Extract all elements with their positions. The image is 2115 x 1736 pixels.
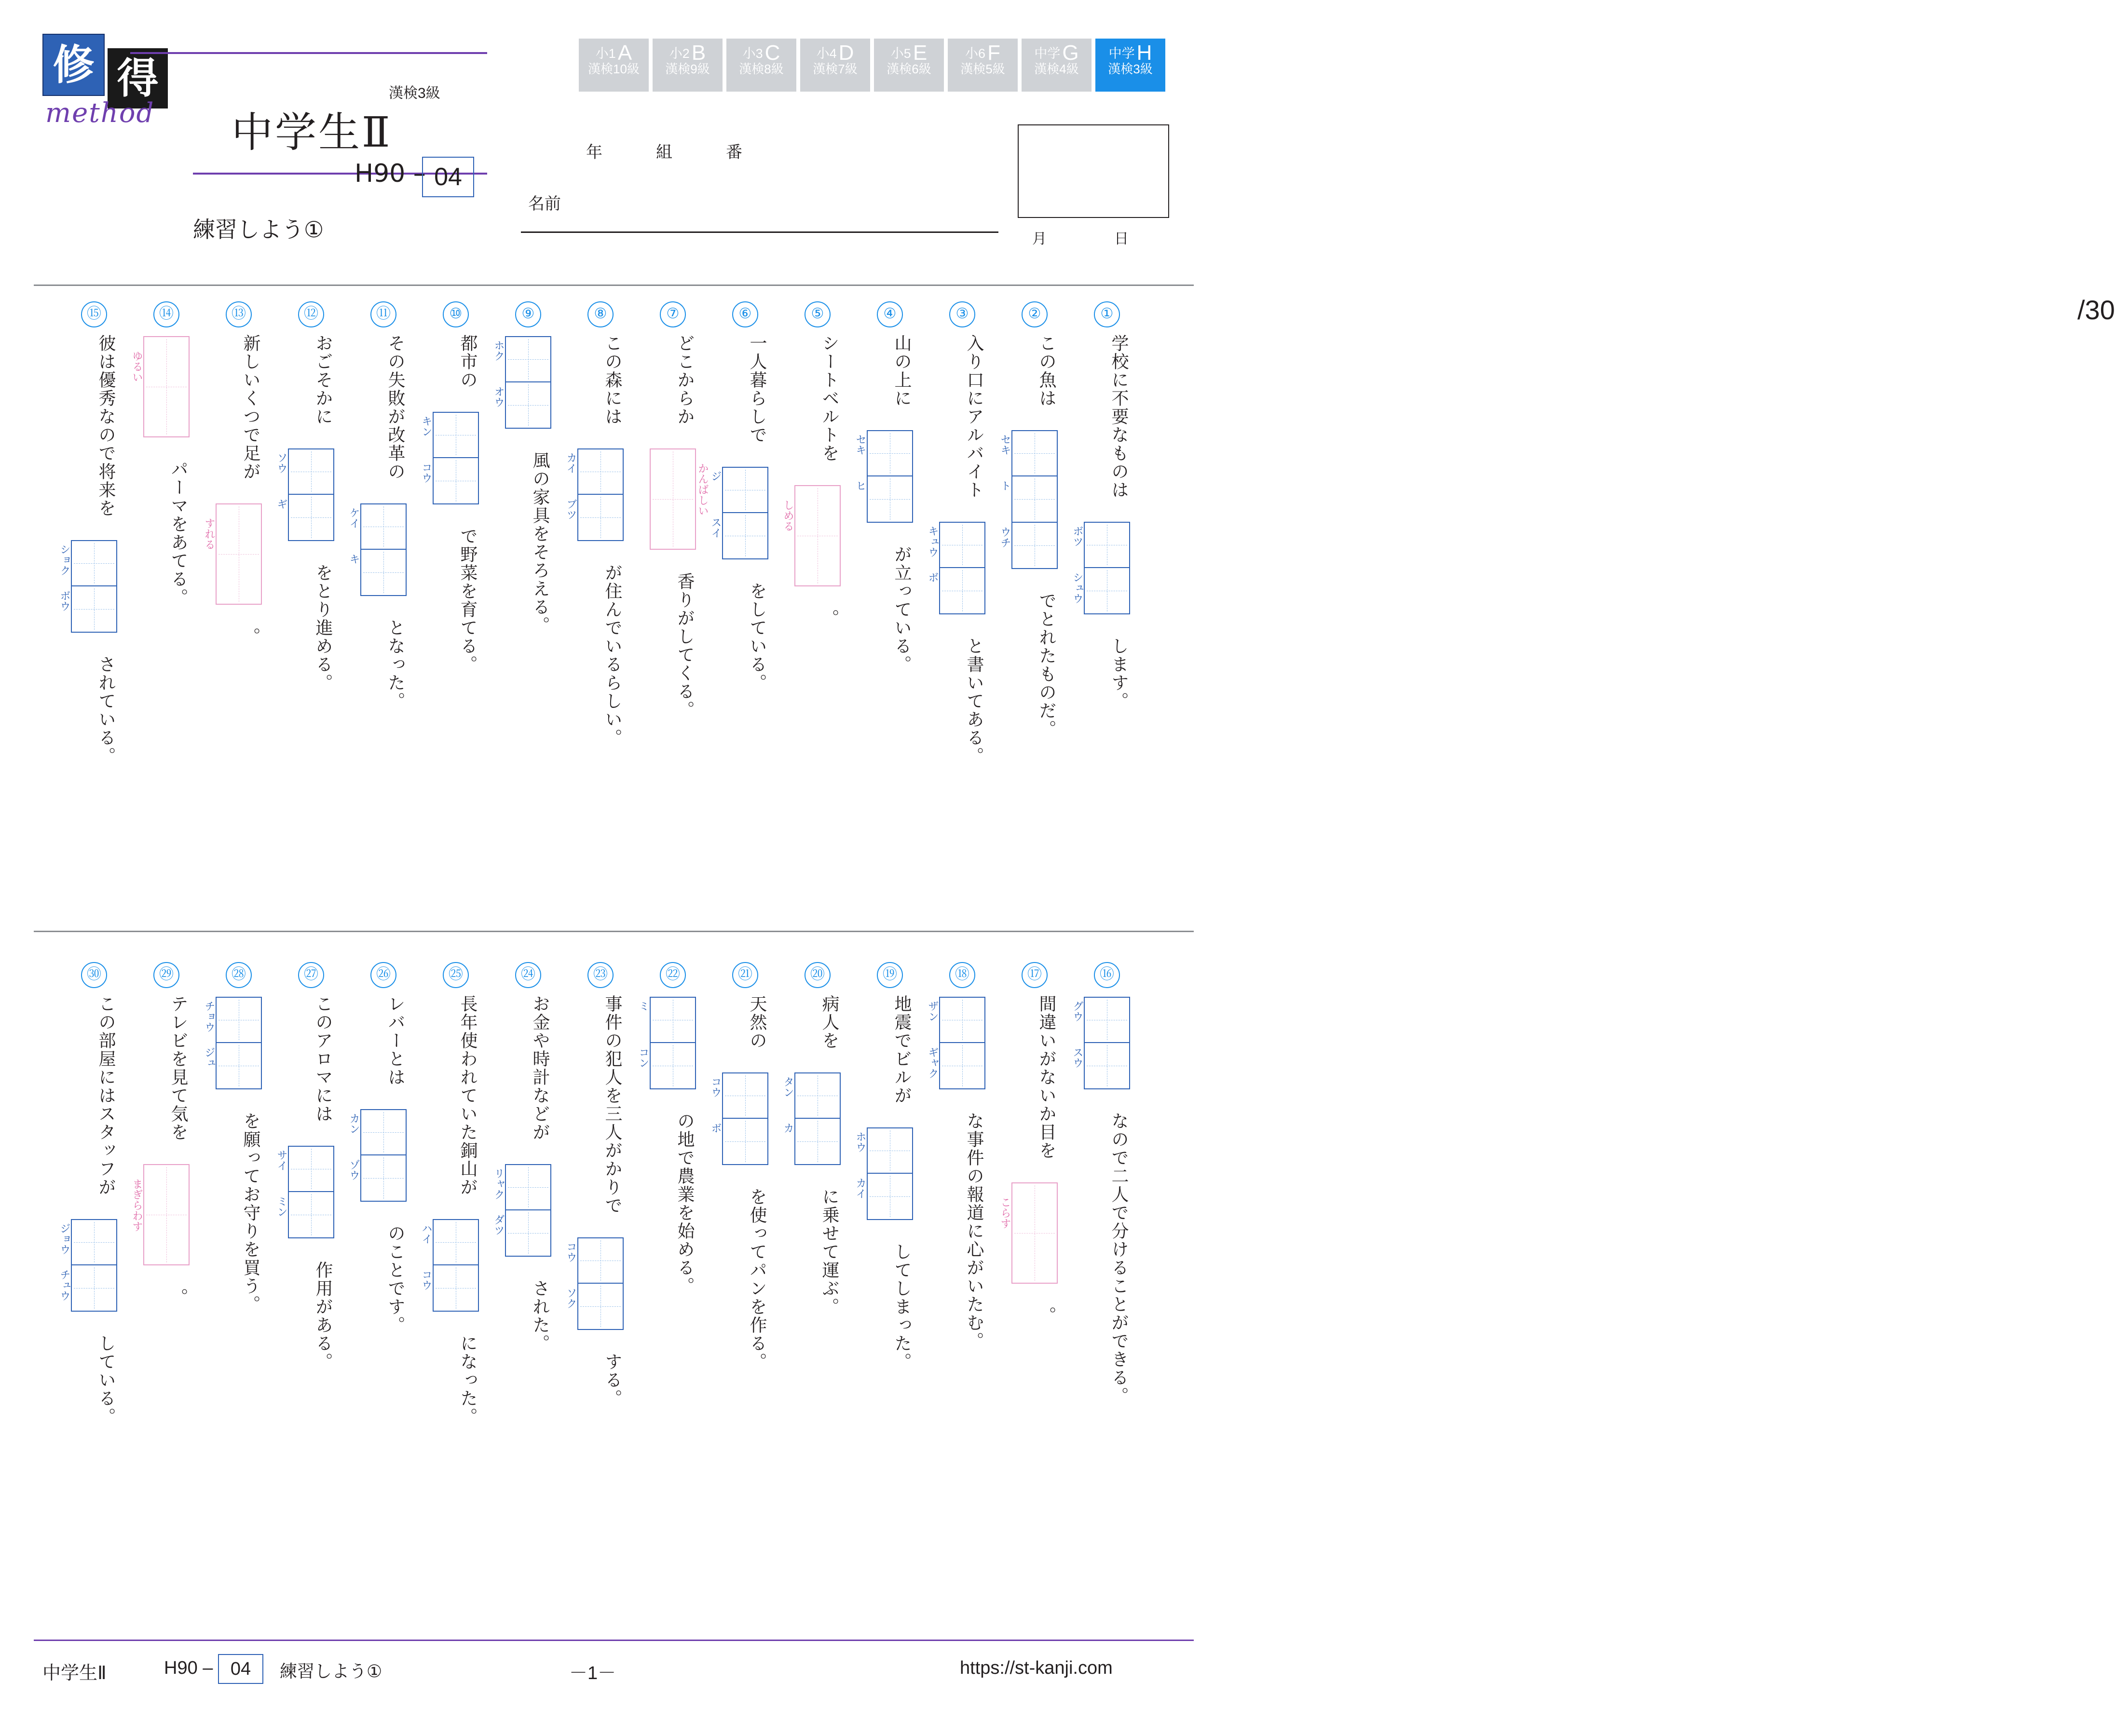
worksheet-code-number: 04 (422, 157, 474, 197)
question-text: 新しいくつで足が すれる 。 (216, 334, 262, 976)
answer-boxes[interactable] (710, 467, 768, 559)
reading-1: こらす (999, 1197, 1011, 1229)
grade-chip-h[interactable] (1095, 39, 1165, 92)
chip-grade-d: 小4 (816, 46, 837, 61)
question-6 (709, 301, 781, 976)
question-13 (203, 301, 275, 976)
reading-1: サイ (275, 1150, 288, 1171)
answer-boxes[interactable] (637, 997, 696, 1089)
reading-1: ショク (58, 544, 71, 576)
reading-2: ミン (275, 1196, 288, 1217)
reading-1: カン (348, 1113, 360, 1134)
score-total-label: /30 (2077, 295, 2115, 325)
reading-1: すれる (203, 518, 216, 550)
reading-2: ブツ (565, 499, 577, 520)
question-number: ⑮ (81, 301, 107, 327)
answer-boxes[interactable] (927, 522, 985, 614)
question-text: 一人暮らしで ジ スイ をしている。 (722, 334, 768, 976)
question-text: 事件の犯人を三人がかりで コウ ソク する。 (577, 995, 624, 1641)
chip-kanken-d: 漢検7級 (813, 62, 858, 76)
reading-1: セキ (999, 434, 1011, 455)
question-text: ホク オウ 風の家具をそろえる。 (505, 334, 551, 976)
logo-char-1: 修 (53, 41, 95, 89)
question-11 (347, 301, 420, 976)
reading-2: キ (348, 554, 360, 564)
field-label-day: 日 (1114, 231, 1129, 247)
reading-2: ソク (565, 1288, 577, 1309)
question-number: ㉚ (81, 962, 107, 988)
question-16 (1071, 962, 1143, 1641)
question-3 (926, 301, 998, 976)
question-24 (492, 962, 564, 1641)
reading-2: シュウ (1071, 572, 1084, 604)
question-number: ㉗ (298, 962, 324, 988)
question-text: ゆるい パーマをあてる。 (143, 334, 190, 976)
question-text: グウ スウ なので二人で分けることができる。 (1084, 995, 1130, 1641)
question-text: 彼は優秀なので将来を ショク ボウ されている。 (71, 334, 117, 976)
logo-box-blue (42, 34, 105, 96)
score-box[interactable] (1018, 124, 2115, 325)
question-30 (58, 962, 130, 1641)
answer-boxes[interactable] (131, 336, 190, 437)
question-29 (130, 962, 203, 1641)
answer-boxes[interactable] (420, 412, 479, 504)
chip-grade-f: 小6 (965, 46, 986, 61)
reading-2: コン (637, 1047, 650, 1068)
logo-char-2: 得 (117, 54, 159, 103)
question-text: この魚は セキ ト ウチ でとれたものだ。 (1011, 334, 1058, 976)
question-text: テレビを見て気を まぎらわす 。 (143, 995, 190, 1641)
answer-boxes[interactable] (999, 1182, 1058, 1284)
logo-method-text: method (45, 97, 155, 129)
question-27 (275, 962, 347, 1641)
chip-grade-a: 小1 (595, 46, 616, 61)
question-number: ㉓ (587, 962, 614, 988)
reading-1: カイ (565, 452, 577, 474)
question-text: チョウ ジュ を願ってお守りを買う。 (216, 995, 262, 1641)
chip-letter-c: C (764, 41, 780, 65)
answer-boxes[interactable] (1071, 997, 1130, 1089)
reading-1: ジョウ (58, 1223, 71, 1255)
footer-title: 中学生Ⅱ (42, 1663, 107, 1683)
reading-2: チュウ (58, 1269, 71, 1301)
question-number: ⑤ (805, 301, 831, 327)
answer-boxes[interactable] (782, 1072, 841, 1165)
answer-boxes[interactable] (131, 1164, 190, 1265)
answer-boxes[interactable] (854, 430, 913, 523)
question-28 (203, 962, 275, 1641)
answer-boxes[interactable] (348, 1109, 407, 1202)
question-15 (58, 301, 130, 976)
reading-1: リャク (492, 1168, 505, 1200)
field-label-name: 名前 (528, 195, 561, 213)
question-number: ③ (949, 301, 975, 327)
header-rule-top (130, 52, 487, 54)
chip-kanken-f: 漢検5級 (960, 62, 1005, 76)
chip-letter-g: G (1062, 41, 1079, 65)
answer-boxes[interactable] (782, 485, 841, 586)
question-text: この森には カイ ブツ が住んでいるらしい。 (577, 334, 624, 976)
reading-1: キン (420, 416, 433, 437)
logo (42, 30, 187, 150)
divider-top (34, 285, 1194, 286)
reading-1: ソウ (275, 452, 288, 474)
grade-chip-d[interactable] (800, 39, 870, 92)
reading-2: スイ (710, 517, 722, 538)
reading-2: スウ (1071, 1047, 1084, 1068)
answer-boxes[interactable] (58, 540, 117, 633)
reading-1: まぎらわす (131, 1179, 143, 1232)
chip-kanken-h: 漢検3級 (1108, 62, 1153, 76)
reading-2: ト (999, 480, 1011, 491)
reading-2: ボ (710, 1123, 722, 1133)
answer-boxes[interactable] (492, 1164, 551, 1257)
question-text: 長年使われていた銅山が ハイ コウ になった。 (433, 995, 479, 1641)
question-text: 間違いがないか目を こらす 。 (1011, 995, 1058, 1641)
answer-boxes[interactable] (565, 448, 624, 541)
answer-boxes[interactable] (275, 448, 334, 541)
page-title: 中学生Ⅱ (232, 108, 392, 157)
question-text: このアロマには サイ ミン 作用がある。 (288, 995, 334, 1641)
question-number: ⑭ (153, 301, 179, 327)
question-number: ㉖ (370, 962, 396, 988)
question-number: ⑳ (805, 962, 831, 988)
question-text: シートベルトを しめる 。 (794, 334, 841, 976)
chip-letter-e: E (913, 41, 928, 65)
question-23 (564, 962, 637, 1641)
question-number: ⑦ (660, 301, 686, 327)
question-26 (347, 962, 420, 1641)
question-number: ⑪ (370, 301, 396, 327)
reading-2: ジュ (203, 1047, 216, 1068)
question-number: ⑫ (298, 301, 324, 327)
field-label-month: 月 (1032, 231, 1047, 247)
question-22 (637, 962, 709, 1641)
question-number: ② (1022, 301, 1048, 327)
question-number: ⑥ (732, 301, 758, 327)
answer-boxes[interactable] (927, 997, 985, 1089)
chip-kanken-e: 漢検6級 (887, 62, 931, 76)
chip-letter-f: F (987, 41, 1000, 65)
question-18 (926, 962, 998, 1641)
reading-2: コウ (420, 462, 433, 483)
answer-boxes[interactable] (710, 1072, 768, 1165)
answer-boxes[interactable] (854, 1127, 913, 1220)
question-text: レバーとは カン ゾウ のことです。 (360, 995, 407, 1641)
answer-boxes[interactable] (999, 430, 1058, 569)
reading-2: ボ (927, 572, 939, 583)
footer-subtitle: 練習しよう① (280, 1661, 382, 1681)
answer-boxes[interactable] (203, 503, 262, 605)
answer-boxes[interactable] (203, 997, 262, 1089)
question-12 (275, 301, 347, 976)
question-8 (564, 301, 637, 976)
question-text: どこからか かんばしい 香りがしてくる。 (650, 334, 696, 976)
answer-boxes[interactable] (275, 1146, 334, 1238)
grade-chip-e[interactable] (874, 39, 944, 92)
question-number: ㉒ (660, 962, 686, 988)
question-number: ⑨ (515, 301, 541, 327)
chip-letter-h: H (1136, 41, 1152, 65)
reading-2: ボウ (58, 590, 71, 611)
question-5 (781, 301, 854, 976)
question-number: ㉑ (732, 962, 758, 988)
grade-chip-g[interactable] (1022, 39, 1092, 92)
reading-2: ヒ (854, 480, 867, 491)
reading-1: かんばしい (696, 463, 709, 516)
question-number: ⑬ (226, 301, 252, 327)
answer-boxes[interactable] (348, 503, 407, 596)
footer-page-number: －1－ (569, 1663, 616, 1683)
reading-1: タン (782, 1076, 794, 1098)
question-7 (637, 301, 709, 976)
grade-chip-b[interactable] (653, 39, 723, 92)
question-text: お金や時計などが リャク ダツ された。 (505, 995, 551, 1641)
question-number: ㉙ (153, 962, 179, 988)
question-number: ㉕ (443, 962, 469, 988)
reading-1: チョウ (203, 1001, 216, 1032)
reading-1: キュウ (927, 526, 939, 557)
question-number: ㉘ (226, 962, 252, 988)
answer-boxes[interactable] (1071, 522, 1130, 614)
answer-boxes[interactable] (650, 448, 709, 550)
reading-3: ウチ (999, 527, 1011, 548)
reading-2: ギャク (927, 1047, 939, 1079)
answer-boxes[interactable] (565, 1237, 624, 1330)
question-text: 入り口にアルバイト キュウ ボ と書いてある。 (939, 334, 985, 976)
reading-1: コウ (710, 1076, 722, 1098)
footer-url[interactable]: https://st-kanji.com (960, 1658, 1113, 1678)
field-label-year: 年 (586, 143, 602, 162)
reading-2: ダツ (492, 1214, 505, 1235)
answer-boxes[interactable] (58, 1219, 117, 1312)
reading-2: ギ (275, 499, 288, 509)
footer-code-number: 04 (218, 1654, 263, 1684)
question-number: ⑲ (877, 962, 903, 988)
worksheet-code-prefix: H90 – (355, 159, 426, 188)
reading-1: セキ (854, 434, 867, 455)
grade-chip-c[interactable] (726, 39, 796, 92)
reading-1: ホウ (854, 1131, 867, 1153)
question-9 (492, 301, 564, 976)
question-25 (420, 962, 492, 1641)
question-number: ㉔ (515, 962, 541, 988)
reading-1: ボツ (1071, 526, 1084, 547)
chip-kanken-g: 漢検4級 (1034, 62, 1079, 76)
reading-1: ゆるい (131, 351, 143, 382)
answer-boxes[interactable] (420, 1219, 479, 1312)
reading-2: カ (782, 1123, 794, 1133)
footer (0, 1654, 1228, 1693)
reading-1: ミ (637, 1001, 650, 1011)
chip-grade-h: 中学 (1108, 46, 1135, 61)
question-number: ① (1094, 301, 1120, 327)
reading-2: コウ (420, 1269, 433, 1290)
reading-1: コウ (565, 1241, 577, 1262)
question-text: この部屋にはスタッフが ジョウ チュウ している。 (71, 995, 117, 1641)
question-number: ⑯ (1094, 962, 1120, 988)
question-2 (998, 301, 1071, 976)
grade-chip-list (579, 39, 1153, 92)
question-text: その失敗が改革の ケイ キ となった。 (360, 334, 407, 976)
chip-grade-b: 小2 (669, 46, 690, 61)
question-4 (854, 301, 926, 976)
question-10 (420, 301, 492, 976)
question-21 (709, 962, 781, 1641)
kanken-level-label: 漢検3級 (389, 85, 440, 101)
question-number: ⑧ (587, 301, 614, 327)
question-number: ④ (877, 301, 903, 327)
question-text: ザン ギャク な事件の報道に心がいたむ。 (939, 995, 985, 1641)
reading-1: グウ (1071, 1001, 1084, 1022)
chip-grade-g: 中学 (1034, 46, 1061, 61)
question-number: ⑩ (443, 301, 469, 327)
chip-kanken-a: 漢検10級 (588, 62, 640, 76)
question-text: 学校に不要なものは ボツ シュウ します。 (1084, 334, 1130, 976)
chip-kanken-c: 漢検8級 (739, 62, 784, 76)
reading-1: ケイ (348, 507, 360, 529)
answer-boxes[interactable] (492, 336, 551, 429)
reading-2: カイ (854, 1178, 867, 1199)
grade-chip-a[interactable] (579, 39, 649, 92)
question-text: 山の上に セキ ヒ が立っている。 (867, 334, 913, 976)
footer-code-prefix: H90 – (164, 1658, 213, 1678)
grade-chip-f[interactable] (948, 39, 1018, 92)
question-text: ミ コン の地で農業を始める。 (650, 995, 696, 1641)
field-label-class: 組 (656, 143, 672, 162)
question-text: おごそかに ソウ ギ をとり進める。 (288, 334, 334, 976)
question-1 (1071, 301, 1143, 976)
reading-2: オウ (492, 386, 505, 407)
chip-kanken-b: 漢検9級 (665, 62, 710, 76)
question-number: ⑰ (1022, 962, 1048, 988)
question-19 (854, 962, 926, 1641)
question-number: ⑱ (949, 962, 975, 988)
field-label-number: 番 (726, 143, 742, 162)
worksheet-subtitle: 練習しよう① (193, 217, 324, 242)
question-14 (130, 301, 203, 976)
question-text: 天然の コウ ボ を使ってパンを作る。 (722, 995, 768, 1641)
chip-grade-c: 小3 (742, 46, 763, 61)
reading-1: ハイ (420, 1223, 433, 1244)
question-text: 地震でビルが ホウ カイ してしまった。 (867, 995, 913, 1641)
chip-grade-e: 小5 (890, 46, 911, 61)
name-input-line[interactable] (521, 231, 998, 233)
chip-letter-b: B (691, 41, 706, 65)
question-20 (781, 962, 854, 1641)
question-text: 病人を タン カ に乗せて運ぶ。 (794, 995, 841, 1641)
reading-2: ゾウ (348, 1159, 360, 1180)
chip-letter-d: D (838, 41, 854, 65)
reading-1: ザン (927, 1001, 939, 1022)
reading-1: ジ (710, 471, 722, 481)
chip-letter-a: A (617, 41, 632, 65)
reading-1: ホク (492, 340, 505, 361)
reading-okurigana: しめる (782, 500, 794, 531)
question-17 (998, 962, 1071, 1641)
question-text: 都市の キン コウ で野菜を育てる。 (433, 334, 479, 976)
